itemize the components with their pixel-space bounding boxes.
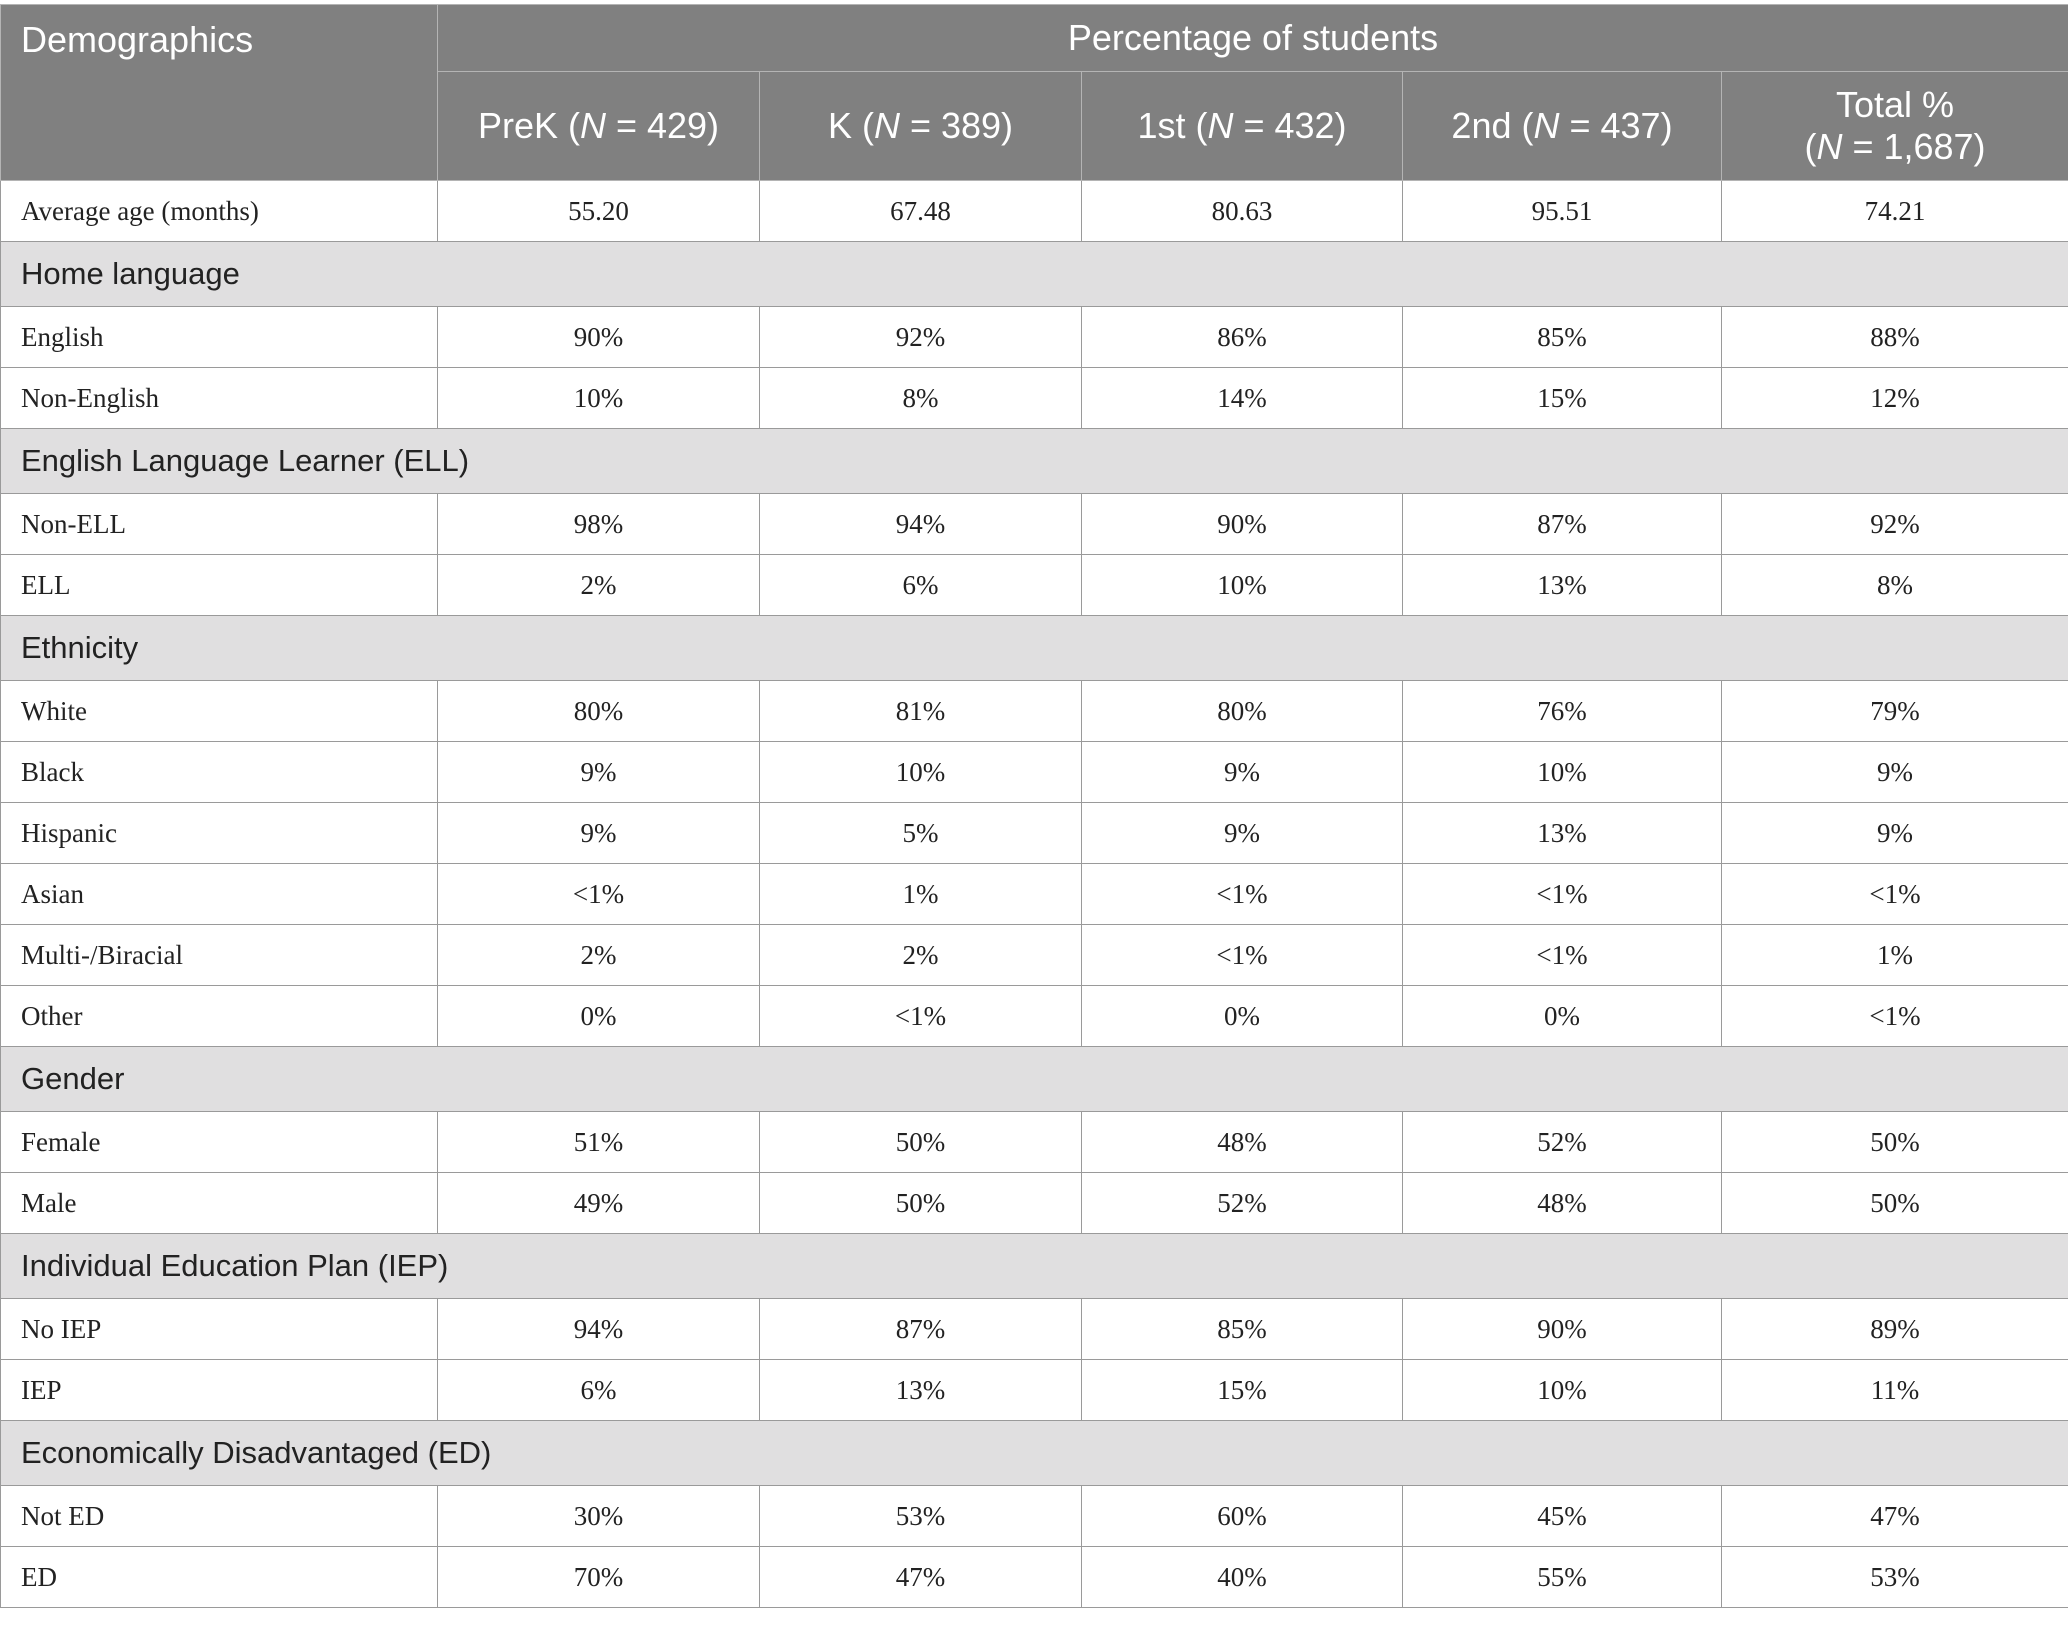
- percentage-of-students-header: Percentage of students: [438, 5, 2068, 72]
- value-cell-1st: 0%: [1082, 986, 1403, 1047]
- demographics-table: [0, 4, 2068, 1608]
- value-cell-prek: 51%: [438, 1112, 760, 1173]
- value-cell-k: 8%: [760, 368, 1082, 429]
- demographics-header: Demographics: [1, 5, 438, 181]
- value-cell-total: 50%: [1722, 1112, 2068, 1173]
- column-header-total: [1722, 72, 2068, 181]
- value-cell-1st: 85%: [1082, 1299, 1403, 1360]
- value-cell-total: 89%: [1722, 1299, 2068, 1360]
- value-cell-2nd: 10%: [1403, 742, 1722, 803]
- value-cell-k: <1%: [760, 986, 1082, 1047]
- column-header-prek: [438, 72, 760, 181]
- value-cell-2nd: 90%: [1403, 1299, 1722, 1360]
- row-label: English: [1, 307, 438, 368]
- row-label: Not ED: [1, 1486, 438, 1547]
- value-cell-2nd: <1%: [1403, 925, 1722, 986]
- value-cell-2nd: 13%: [1403, 555, 1722, 616]
- value-cell-1st: 14%: [1082, 368, 1403, 429]
- value-cell-2nd: 87%: [1403, 494, 1722, 555]
- column-header-2nd: [1403, 72, 1722, 181]
- row-label: Non-ELL: [1, 494, 438, 555]
- value-cell-k: 50%: [760, 1173, 1082, 1234]
- value-cell-1st: 40%: [1082, 1547, 1403, 1608]
- value-cell-prek: 98%: [438, 494, 760, 555]
- row-label: Female: [1, 1112, 438, 1173]
- column-header-k: [760, 72, 1082, 181]
- section-row-home-language: [1, 242, 2068, 307]
- value-cell-prek: 90%: [438, 307, 760, 368]
- table-header: [1, 5, 2068, 181]
- section-row-ed: [1, 1421, 2068, 1486]
- value-cell-k: 50%: [760, 1112, 1082, 1173]
- value-cell-2nd: 55%: [1403, 1547, 1722, 1608]
- value-cell-k: 1%: [760, 864, 1082, 925]
- value-cell-prek: 2%: [438, 555, 760, 616]
- value-cell-1st: 80%: [1082, 681, 1403, 742]
- value-cell-k: 5%: [760, 803, 1082, 864]
- value-cell-total: 79%: [1722, 681, 2068, 742]
- value-cell-1st: 48%: [1082, 1112, 1403, 1173]
- table-row: [1, 864, 2068, 925]
- value-cell-1st: 80.63: [1082, 181, 1403, 242]
- value-cell-total: 9%: [1722, 742, 2068, 803]
- value-cell-prek: 70%: [438, 1547, 760, 1608]
- value-cell-1st: 9%: [1082, 803, 1403, 864]
- value-cell-2nd: 45%: [1403, 1486, 1722, 1547]
- table-row: [1, 681, 2068, 742]
- value-cell-1st: 52%: [1082, 1173, 1403, 1234]
- table-row: [1, 803, 2068, 864]
- value-cell-2nd: 85%: [1403, 307, 1722, 368]
- section-title: Home language: [1, 242, 2068, 307]
- column-header-2nd-post: = 437): [1559, 105, 1673, 146]
- value-cell-2nd: 52%: [1403, 1112, 1722, 1173]
- value-cell-k: 53%: [760, 1486, 1082, 1547]
- value-cell-total: 88%: [1722, 307, 2068, 368]
- value-cell-prek: 10%: [438, 368, 760, 429]
- value-cell-1st: 15%: [1082, 1360, 1403, 1421]
- section-title: English Language Learner (ELL): [1, 429, 2068, 494]
- value-cell-total: 92%: [1722, 494, 2068, 555]
- column-header-total-line1: Total %: [1835, 84, 1955, 125]
- section-row-gender: [1, 1047, 2068, 1112]
- value-cell-prek: 94%: [438, 1299, 760, 1360]
- row-label: Hispanic: [1, 803, 438, 864]
- column-header-1st-n: N: [1207, 105, 1234, 146]
- value-cell-2nd: 0%: [1403, 986, 1722, 1047]
- table-row: [1, 1112, 2068, 1173]
- demographics-table-container: [0, 4, 2068, 1608]
- value-cell-1st: <1%: [1082, 864, 1403, 925]
- row-label: Asian: [1, 864, 438, 925]
- value-cell-total: 53%: [1722, 1547, 2068, 1608]
- row-label: Non-English: [1, 368, 438, 429]
- column-header-total-post: = 1,687): [1842, 126, 1986, 167]
- column-header-1st: [1082, 72, 1403, 181]
- value-cell-2nd: 76%: [1403, 681, 1722, 742]
- table-row: [1, 1547, 2068, 1608]
- value-cell-prek: 0%: [438, 986, 760, 1047]
- table-row: [1, 1486, 2068, 1547]
- value-cell-total: 8%: [1722, 555, 2068, 616]
- value-cell-k: 94%: [760, 494, 1082, 555]
- value-cell-total: 12%: [1722, 368, 2068, 429]
- column-header-2nd-pre: 2nd (: [1451, 105, 1534, 146]
- value-cell-prek: 55.20: [438, 181, 760, 242]
- value-cell-total: <1%: [1722, 864, 2068, 925]
- section-title: Individual Education Plan (IEP): [1, 1234, 2068, 1299]
- column-header-1st-post: = 432): [1233, 105, 1347, 146]
- table-row: [1, 1360, 2068, 1421]
- value-cell-total: 1%: [1722, 925, 2068, 986]
- column-header-2nd-n: N: [1533, 105, 1560, 146]
- table-row: [1, 742, 2068, 803]
- value-cell-2nd: 95.51: [1403, 181, 1722, 242]
- value-cell-k: 47%: [760, 1547, 1082, 1608]
- table-row: [1, 1299, 2068, 1360]
- column-header-prek-pre: PreK (: [477, 105, 580, 146]
- value-cell-2nd: <1%: [1403, 864, 1722, 925]
- column-header-k-post: = 389): [899, 105, 1014, 146]
- table-row: [1, 181, 2068, 242]
- value-cell-total: 47%: [1722, 1486, 2068, 1547]
- value-cell-prek: <1%: [438, 864, 760, 925]
- section-title: Ethnicity: [1, 616, 2068, 681]
- value-cell-1st: 90%: [1082, 494, 1403, 555]
- row-label: IEP: [1, 1360, 438, 1421]
- table-row: [1, 1173, 2068, 1234]
- row-label: Average age (months): [1, 181, 438, 242]
- value-cell-prek: 6%: [438, 1360, 760, 1421]
- value-cell-k: 87%: [760, 1299, 1082, 1360]
- value-cell-prek: 30%: [438, 1486, 760, 1547]
- row-label: Male: [1, 1173, 438, 1234]
- table-row: [1, 986, 2068, 1047]
- value-cell-1st: 9%: [1082, 742, 1403, 803]
- table-row: [1, 494, 2068, 555]
- section-row-ell: [1, 429, 2068, 494]
- value-cell-k: 10%: [760, 742, 1082, 803]
- table-row: [1, 925, 2068, 986]
- section-row-ethnicity: [1, 616, 2068, 681]
- value-cell-k: 92%: [760, 307, 1082, 368]
- column-header-k-pre: K (: [827, 105, 874, 146]
- value-cell-1st: <1%: [1082, 925, 1403, 986]
- value-cell-prek: 80%: [438, 681, 760, 742]
- column-header-total-pre: (: [1804, 126, 1817, 167]
- value-cell-1st: 60%: [1082, 1486, 1403, 1547]
- value-cell-prek: 9%: [438, 742, 760, 803]
- value-cell-total: 9%: [1722, 803, 2068, 864]
- value-cell-k: 6%: [760, 555, 1082, 616]
- value-cell-2nd: 15%: [1403, 368, 1722, 429]
- table-row: [1, 555, 2068, 616]
- value-cell-k: 2%: [760, 925, 1082, 986]
- value-cell-total: <1%: [1722, 986, 2068, 1047]
- value-cell-1st: 86%: [1082, 307, 1403, 368]
- column-header-total-n: N: [1816, 126, 1843, 167]
- table-row: [1, 307, 2068, 368]
- row-label: Other: [1, 986, 438, 1047]
- row-label: ED: [1, 1547, 438, 1608]
- column-header-1st-pre: 1st (: [1137, 105, 1208, 146]
- value-cell-k: 13%: [760, 1360, 1082, 1421]
- value-cell-2nd: 48%: [1403, 1173, 1722, 1234]
- value-cell-total: 50%: [1722, 1173, 2068, 1234]
- column-header-k-n: N: [873, 105, 900, 146]
- section-title: Economically Disadvantaged (ED): [1, 1421, 2068, 1486]
- value-cell-prek: 2%: [438, 925, 760, 986]
- column-header-prek-n: N: [579, 105, 606, 146]
- table-row: [1, 368, 2068, 429]
- value-cell-2nd: 10%: [1403, 1360, 1722, 1421]
- section-row-iep: [1, 1234, 2068, 1299]
- row-label: White: [1, 681, 438, 742]
- section-title: Gender: [1, 1047, 2068, 1112]
- header-row-1: [1, 5, 2068, 72]
- table-body: [1, 181, 2068, 1608]
- value-cell-total: 74.21: [1722, 181, 2068, 242]
- column-header-prek-post: = 429): [605, 105, 720, 146]
- value-cell-total: 11%: [1722, 1360, 2068, 1421]
- row-label: No IEP: [1, 1299, 438, 1360]
- row-label: ELL: [1, 555, 438, 616]
- row-label: Multi-/Biracial: [1, 925, 438, 986]
- value-cell-prek: 49%: [438, 1173, 760, 1234]
- value-cell-k: 81%: [760, 681, 1082, 742]
- value-cell-prek: 9%: [438, 803, 760, 864]
- value-cell-1st: 10%: [1082, 555, 1403, 616]
- value-cell-2nd: 13%: [1403, 803, 1722, 864]
- value-cell-k: 67.48: [760, 181, 1082, 242]
- row-label: Black: [1, 742, 438, 803]
